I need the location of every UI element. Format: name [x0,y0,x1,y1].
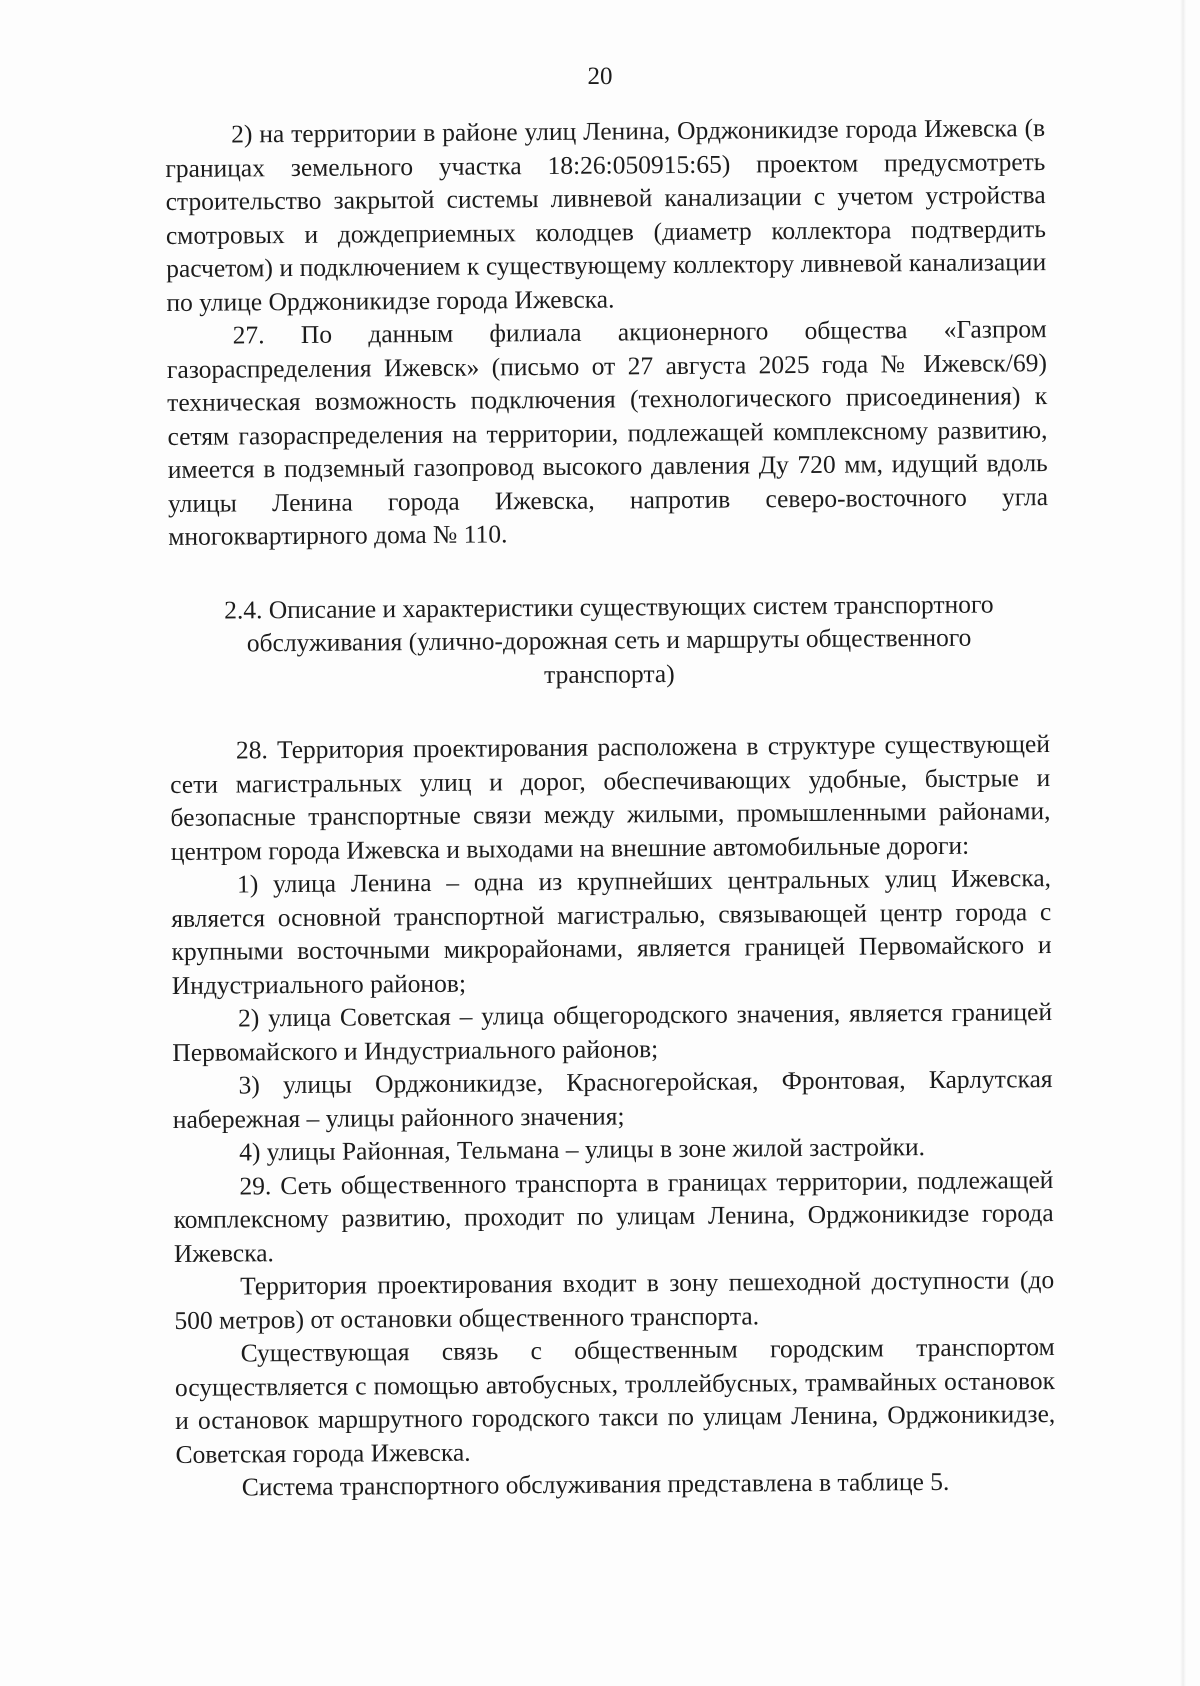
list-item-sovetskaya: 2) улица Советская – улица общегородского значения, является границей Первомайского и Индустриального районов; [172,997,1053,1067]
paragraph-transport-connection: Существующая связь с общественным городским транспортом осуществляется с помощью автобусных, троллейбусных, трамвайных остановок и остановок маршрутного городского такси по улицам Ленина, Орджоникидзе, Советская города Ижевска. [174,1332,1056,1469]
paragraph-28-territory: 28. Территория проектирования расположена в структуре существующей сети магистральных улиц и дорог, обеспечивающих удобные, быстрые и безопасные транспортные связи между жилыми, промышленными районами, центром города Ижевска и выходами на внешние автомобильные дороги: [170,729,1051,866]
paragraph-table-reference: Система транспортного обслуживания представлена в таблице 5. [241,1466,950,1502]
list-item-lenina: 1) улица Ленина – одна из крупнейших центральных улиц Ижевска, является основной транспортной магистралью, связывающей центр города с крупными восточными микрорайонами, является границей Первомайского и Индустриального районов; [171,863,1052,1000]
list-item-district-streets: 3) улицы Орджоникидзе, Красногеройская, Фронтовая, Карлутская набережная – улицы районного значения; [172,1064,1053,1134]
paragraph-29-public-transport: 29. Сеть общественного транспорта в границах территории, подлежащей комплексному развитию, проходит по улицам Ленина, Орджоникидзе города Ижевска. [173,1164,1054,1268]
document-body [165,111,1056,1504]
list-item-residential-streets: 4) улицы Районная, Тельмана – улицы в зоне жилой застройки. [239,1132,926,1167]
paragraph-walking-distance: Территория проектирования входит в зону пешеходной доступности (до 500 метров) от остановки общественного транспорта. [174,1265,1055,1335]
paragraph-drainage: 2) на территории в районе улиц Ленина, Орджоникидзе города Ижевска (в границах земельного участка 18:26:050915:65) проектом предусмотреть строительство закрытой системы ливневой канализации с учетом устройства смотровых и дождеприемных колодцев (диаметр коллектора подтвердить расчетом) и подключением к существующему коллектору ливневой канализации по улице Орджоникидзе города Ижевска. [165,113,1047,317]
section-heading-2-4: 2.4. Описание и характеристики существующих систем транспортного обслуживания (улично-дорожная сеть и маршруты общественного транспорта) [224,589,994,689]
paragraph-27-gas: 27. По данным филиала акционерного общества «Газпром газораспределения Ижевск» (письмо от 27 августа 2025 года № Ижевск/69) техническая возможность подключения (технологического присоединения) к сетям газораспределения на территории, подлежащей комплексному развитию, имеется в подземный газопровод высокого давления Ду 720 мм, идущий вдоль улицы Ленина города Ижевска, напротив северо-восточного угла многоквартирного дома № 110. [166,314,1049,551]
page-number: 20 [587,63,613,90]
scan-edge [1180,0,1186,1686]
